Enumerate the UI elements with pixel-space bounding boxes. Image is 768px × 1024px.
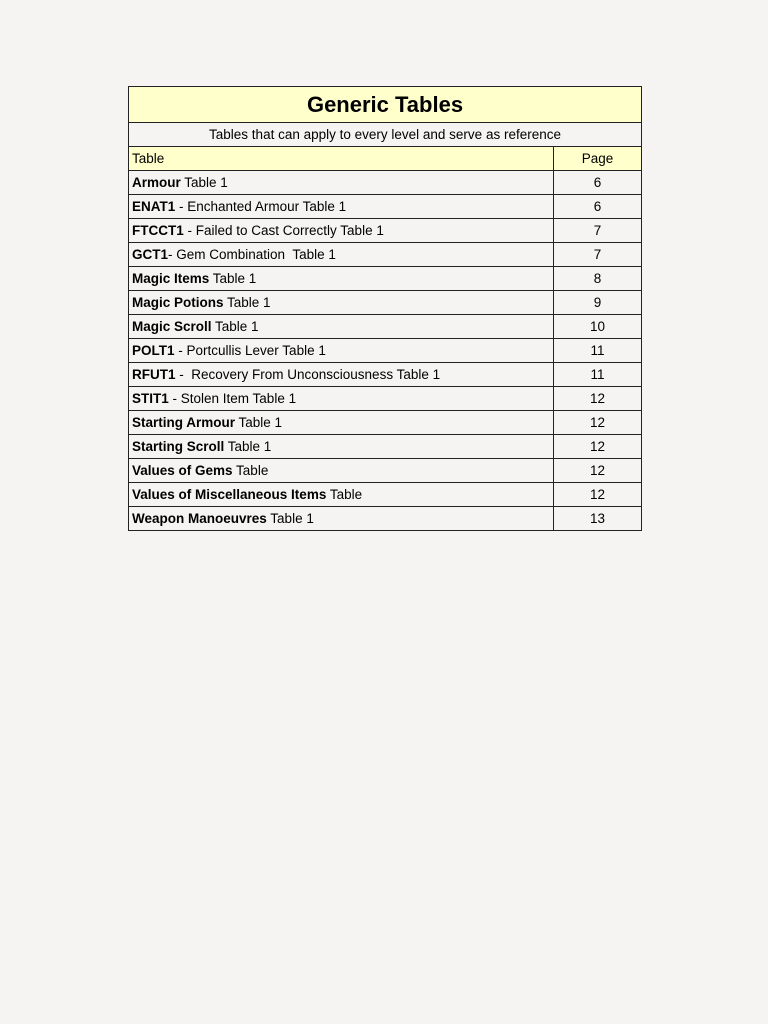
page-number-cell: 6 xyxy=(554,171,642,195)
table-code: POLT1 xyxy=(132,343,175,358)
table-code: Magic Items xyxy=(132,271,210,286)
page-number-cell: 7 xyxy=(554,219,642,243)
table-row xyxy=(129,435,642,459)
table-row xyxy=(129,267,642,291)
page-number-cell: 6 xyxy=(554,195,642,219)
table-code: Magic Potions xyxy=(132,295,224,310)
table-name-cell xyxy=(129,171,554,195)
page-number-cell: 7 xyxy=(554,243,642,267)
table-row xyxy=(129,411,642,435)
table-name-cell xyxy=(129,507,554,531)
table-description: Table 1 xyxy=(235,415,283,430)
table-row xyxy=(129,387,642,411)
table-name-cell xyxy=(129,483,554,507)
table-row xyxy=(129,219,642,243)
page-number-cell: 9 xyxy=(554,291,642,315)
table-code: Values of Gems xyxy=(132,463,233,478)
table-code: RFUT1 xyxy=(132,367,176,382)
table-name-cell xyxy=(129,435,554,459)
table-description: - Failed to Cast Correctly Table 1 xyxy=(183,223,384,238)
table-description: Table 1 xyxy=(180,175,228,190)
page-number-cell: 12 xyxy=(554,435,642,459)
page-number-cell: 10 xyxy=(554,315,642,339)
table-code: Weapon Manoeuvres xyxy=(132,511,267,526)
column-header-page: Page xyxy=(554,147,642,171)
table-description: - Enchanted Armour Table 1 xyxy=(175,199,347,214)
table-name-cell xyxy=(129,243,554,267)
header-row xyxy=(129,147,642,171)
table-title: Generic Tables xyxy=(129,87,642,123)
table-name-cell xyxy=(129,339,554,363)
table-description: Table 1 xyxy=(266,511,314,526)
table-code: Starting Scroll xyxy=(132,439,225,454)
table-description: Table 1 xyxy=(209,271,257,286)
table-description: Table xyxy=(326,487,363,502)
page-number-cell: 12 xyxy=(554,411,642,435)
reference-table xyxy=(128,86,642,531)
page-number-cell: 8 xyxy=(554,267,642,291)
table-name-cell xyxy=(129,219,554,243)
table-name-cell xyxy=(129,363,554,387)
table-description: Table xyxy=(232,463,269,478)
table-row xyxy=(129,459,642,483)
table-description: - Portcullis Lever Table 1 xyxy=(174,343,326,358)
table-row xyxy=(129,363,642,387)
table-row xyxy=(129,171,642,195)
table-name-cell xyxy=(129,267,554,291)
table-name-cell xyxy=(129,291,554,315)
page-number-cell: 12 xyxy=(554,387,642,411)
table-name-cell xyxy=(129,315,554,339)
table-name-cell xyxy=(129,195,554,219)
table-name-cell xyxy=(129,459,554,483)
table-description: Table 1 xyxy=(224,439,272,454)
table-code: Starting Armour xyxy=(132,415,236,430)
table-code: ENAT1 xyxy=(132,199,176,214)
table-code: Armour xyxy=(132,175,181,190)
table-code: GCT1 xyxy=(132,247,169,262)
table-row xyxy=(129,291,642,315)
table-code: Magic Scroll xyxy=(132,319,212,334)
table-subtitle: Tables that can apply to every level and serve as reference xyxy=(129,123,642,147)
table-code: Values of Miscellaneous Items xyxy=(132,487,327,502)
table-name-cell xyxy=(129,387,554,411)
page-number-cell: 12 xyxy=(554,459,642,483)
table-description: Table 1 xyxy=(223,295,271,310)
page-number-cell: 13 xyxy=(554,507,642,531)
subtitle-row xyxy=(129,123,642,147)
page-number-cell: 11 xyxy=(554,339,642,363)
table-description: - Recovery From Unconsciousness Table 1 xyxy=(175,367,441,382)
column-header-table: Table xyxy=(129,147,554,171)
table-row xyxy=(129,483,642,507)
table-row xyxy=(129,243,642,267)
table-row xyxy=(129,195,642,219)
table-description: - Stolen Item Table 1 xyxy=(168,391,297,406)
table-description: Table 1 xyxy=(211,319,259,334)
table-code: FTCCT1 xyxy=(132,223,184,238)
page-number-cell: 11 xyxy=(554,363,642,387)
table-name-cell xyxy=(129,411,554,435)
page-number-cell: 12 xyxy=(554,483,642,507)
table-code: STIT1 xyxy=(132,391,169,406)
table-row xyxy=(129,339,642,363)
table-description: - Gem Combination Table 1 xyxy=(168,247,336,262)
title-row xyxy=(129,87,642,123)
table-row xyxy=(129,507,642,531)
table-row xyxy=(129,315,642,339)
